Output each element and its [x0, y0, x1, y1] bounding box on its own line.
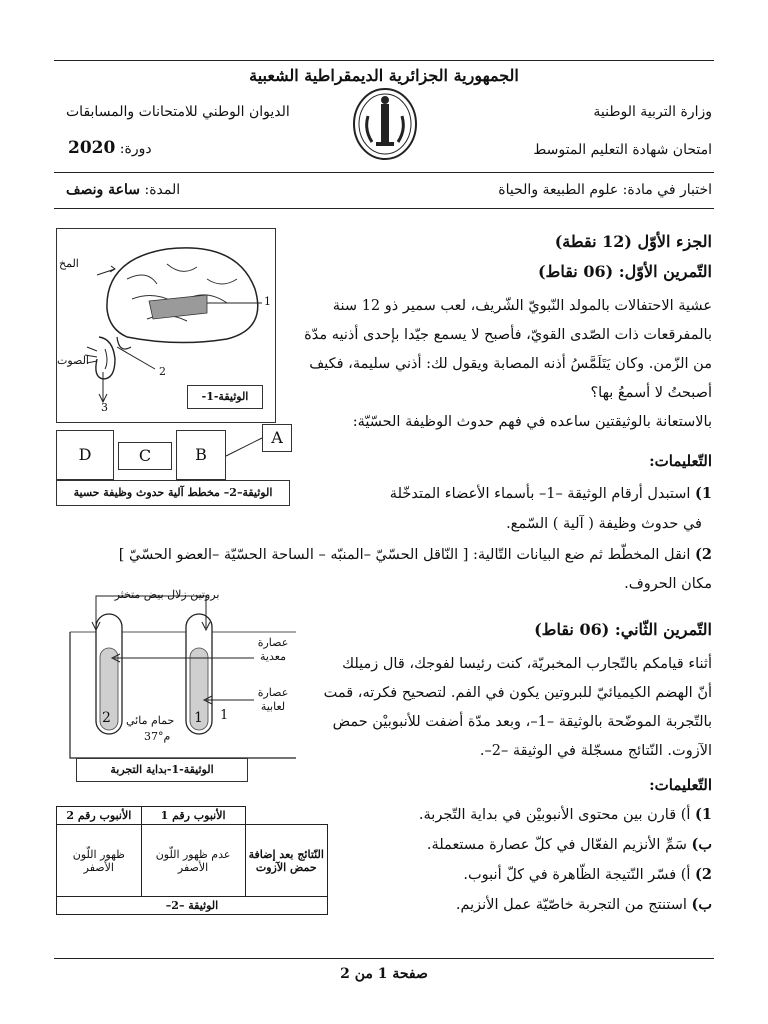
- doc1-caption: الوثيقة-1-: [187, 385, 263, 409]
- brain-label: المخ: [59, 257, 79, 270]
- table-row: [57, 807, 328, 825]
- ex1-line: أصبحتُ لا أسمعُ بها؟: [590, 385, 712, 401]
- ex2-line: أثناء قيامكم بالتّجارب المخبريّة، كنت رئيسا لفوجك، قال زميلك: [342, 656, 712, 672]
- ex1-instructions-title: التّعليمات:: [649, 452, 712, 470]
- top-rule: [54, 60, 714, 61]
- session-year: 2020: [68, 138, 116, 158]
- tube-2-number: 2: [102, 710, 111, 726]
- test-tubes-figure: [56, 588, 296, 784]
- label-3: 3: [101, 401, 108, 414]
- gastric-juice-label: عصارة معدية: [257, 636, 289, 663]
- ex1-q1: [312, 485, 712, 502]
- water-bath-label: حمام مائي: [126, 714, 175, 727]
- table-row-header: النّتائج بعد إضافة حمض الآزوت: [245, 825, 328, 897]
- q-text: أ) فسّر النّتيجة الظّاهرة في كلّ أنبوب.: [463, 867, 691, 883]
- republic-title: الجمهورية الجزائرية الديمقراطية الشعبية: [249, 66, 519, 85]
- label-1: 1: [264, 295, 271, 308]
- ex2-q1b: [427, 836, 712, 853]
- part1-title: الجزء الأوّل (12 نقطة): [554, 232, 712, 251]
- ex2-line: الآزوت. النّتائج مسجّلة في الوثيقة –2–.: [479, 743, 712, 759]
- ex1-title: التّمرين الأوّل: (06 نقاط): [537, 262, 712, 281]
- header-rule: [54, 172, 714, 173]
- page-number: صفحة 1 من 2: [340, 966, 428, 982]
- session-label: دورة:: [119, 141, 152, 157]
- table-row: [57, 825, 328, 897]
- schema-box-b: B: [176, 430, 226, 480]
- schema-box-a: A: [262, 424, 292, 452]
- emblem-logo: [350, 86, 420, 162]
- q-text: استبدل أرقام الوثيقة –1– بأسماء الأعضاء المتدخّلة: [389, 486, 691, 502]
- q-text: أ) قارن بين محتوى الأنبوبيْن في بداية التّجربة.: [418, 807, 691, 823]
- ministry-label: وزارة التربية الوطنية: [593, 104, 712, 120]
- ex2-instructions-title: التّعليمات:: [649, 776, 712, 794]
- ex1-prompt: بالاستعانة بالوثيقتين ساعده في فهم حدوث الوظيفة الحسّيّة:: [352, 414, 712, 430]
- label-2: 2: [159, 365, 166, 378]
- tubes-caption: الوثيقة-1-بداية التجربة: [76, 758, 248, 782]
- ex1-q2: [52, 546, 712, 563]
- protein-label: بروتين زلال بيض متخثر: [114, 588, 220, 601]
- q-letter: ب): [691, 836, 712, 853]
- q-text: استنتج من التجربة خاصّيّة عمل الأنزيم.: [455, 897, 687, 913]
- q-text: سَمِّ الأنزيم الفعّال في كلّ عصارة مستعملة.: [426, 837, 687, 853]
- ex2-line: بالتّجربة الموضّحة بالوثيقة –1–، وبعد مدّة أضفت للأنبوبيْن حمض: [332, 714, 712, 730]
- ex2-text: [312, 650, 712, 766]
- duration-label: المدة:: [144, 182, 181, 198]
- table-header: الأنبوب رقم 2: [57, 807, 142, 825]
- schema-arrow: [224, 432, 264, 462]
- table-cell: عدم ظهور اللّون الأصفر: [141, 825, 245, 897]
- ex1-text: [282, 292, 712, 408]
- ear-brain-figure: [56, 228, 276, 423]
- results-table: [56, 806, 328, 915]
- table-row: [57, 897, 328, 915]
- duration-block: [66, 182, 180, 198]
- ex1-line: من الزّمن. وكان يَتَلَمَّسُ أذنه المصابة ويقول لك: أذني سليمة، فكيف: [309, 356, 712, 372]
- exam-title: امتحان شهادة التعليم المتوسط: [533, 142, 712, 158]
- q-number: 1): [695, 806, 712, 823]
- ex1-line: عشية الاحتفالات بالمولد النّبويّ الشّريف، لعب سمير ذو 12 سنة: [332, 298, 712, 314]
- temperature-label: 37°م: [144, 730, 171, 743]
- office-label: الديوان الوطني للامتحانات والمسابقات: [66, 104, 290, 120]
- q-text: انقل المخطّط ثم ضع البيانات التّالية: [ النّاقل الحسّيّ –المنبّه – الساحة الحسّيّة –العضو الحسّيّ ]: [118, 547, 691, 563]
- q-number: 2): [695, 546, 712, 563]
- tube-1-side-number: 1: [220, 708, 229, 723]
- subject-label: اختبار في مادة: علوم الطبيعة والحياة: [498, 182, 712, 198]
- q-letter: ب): [691, 896, 712, 913]
- schema-box-d: D: [56, 430, 114, 480]
- duration-value: ساعة ونصف: [66, 182, 141, 198]
- footer-rule: [54, 958, 714, 959]
- q-number: 2): [695, 866, 712, 883]
- ex1-q2-cont: مكان الحروف.: [624, 576, 712, 592]
- q-number: 1): [695, 485, 712, 502]
- ex2-title: التّمرين الثّاني: (06 نقاط): [534, 620, 712, 639]
- tube-1-number: 1: [194, 710, 203, 726]
- schema-box-c: C: [118, 442, 172, 470]
- sound-label: الصوت: [57, 354, 89, 367]
- ex1-q1-cont: في حدوث وظيفة ( آلية ) السّمع.: [506, 516, 702, 532]
- ex2-line: أنّ الهضم الكيميائيّ للبروتين يكون في الفم. لتصحيح فكرته، قمت: [323, 685, 712, 701]
- ex2-q1a: [419, 806, 712, 823]
- subject-rule: [54, 208, 714, 209]
- table-header: الأنبوب رقم 1: [141, 807, 245, 825]
- table-cell: ظهور اللّون الأصفر: [57, 825, 142, 897]
- ex1-line: بالمفرقعات ذات الصّدى القويّ، فأصبح لا يسمع جيّدا بإحدى أذنيه مدّة: [304, 327, 712, 343]
- ex2-q2a: [463, 866, 712, 883]
- ex2-q2b: [456, 896, 712, 913]
- doc2-caption: الوثيقة–2– مخطط آلية حدوث وظيفة حسية: [56, 480, 290, 506]
- table-caption: الوثيقة –2–: [57, 897, 328, 915]
- saliva-juice-label: عصارة لعابية: [257, 686, 289, 713]
- session-block: [68, 138, 152, 158]
